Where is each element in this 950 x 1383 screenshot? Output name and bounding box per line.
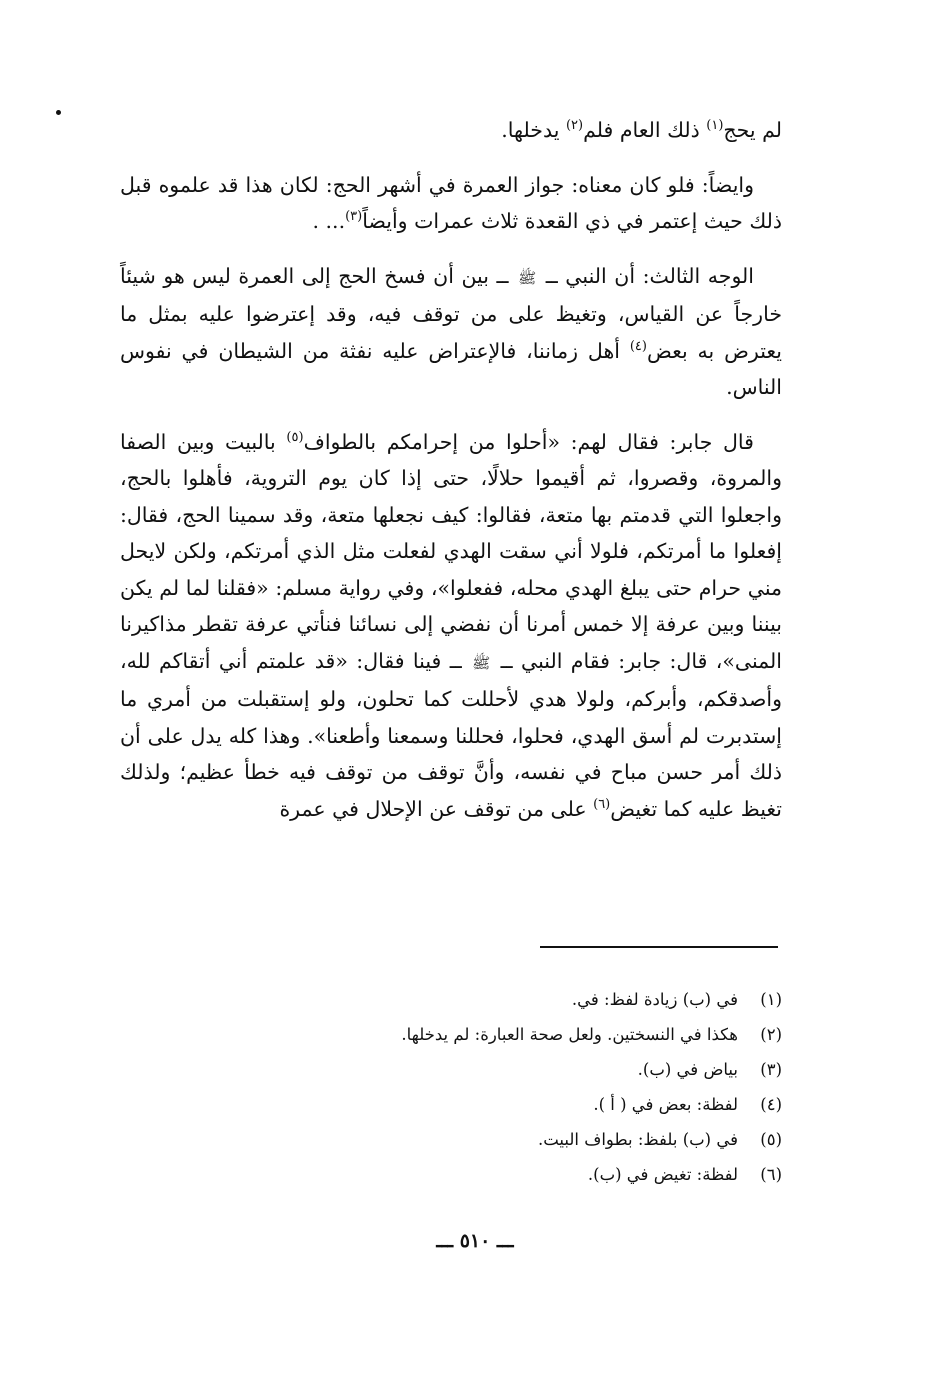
text-run: لم يحج bbox=[723, 118, 782, 142]
footnote-reference: (٥) bbox=[286, 429, 304, 445]
text-run: ــ فينا فقال: «قد علمتم أني أتقاكم لله، وأصدقكم، وأبركم، ولولا هدي لأحللت كما تحلون، ولو إستقبلت من أمري ما إستدبرت لم أسق الهدي، فحلوا، فحللنا وسمعنا وأطعنا». وهذا كله يدل على أن ذلك أمر حسن مباح في نفسه، وأنَّ توقف من توقف فيه خطأ عظيم؛ ولذلك تغيظ عليه كما تغيض bbox=[120, 648, 782, 821]
footnote-reference: (٤) bbox=[629, 338, 647, 354]
footnote-number: (٦) bbox=[760, 1165, 782, 1184]
footnote-item bbox=[120, 982, 782, 1017]
salla-glyph: ﷺ bbox=[518, 268, 537, 287]
footnote-text: هكذا في النسختين. ولعل صحة العبارة: لم يدخلها. bbox=[401, 1025, 738, 1044]
text-run: ذلك العام فلم bbox=[583, 118, 707, 142]
footnote-number: (١) bbox=[760, 990, 782, 1009]
body-paragraph bbox=[120, 258, 782, 406]
footnote-item bbox=[120, 1052, 782, 1087]
footnote-number: (٢) bbox=[760, 1025, 782, 1044]
text-run: يدخلها. bbox=[501, 118, 566, 142]
footnote-number: (٤) bbox=[760, 1095, 782, 1114]
footnote-reference: (٢) bbox=[565, 118, 584, 134]
footnote-number: (٥) bbox=[760, 1130, 782, 1149]
footnote-reference: (١) bbox=[706, 118, 724, 134]
body-paragraph bbox=[120, 112, 782, 149]
footnote-number: (٣) bbox=[760, 1060, 782, 1079]
text-run: الوجه الثالث: أن النبي ــ bbox=[538, 263, 754, 288]
footnote-item bbox=[120, 1157, 782, 1192]
footnote-reference: (٣) bbox=[345, 209, 363, 225]
text-run: ... . bbox=[312, 209, 346, 233]
body-paragraph bbox=[120, 167, 782, 240]
footnote-reference: (٦) bbox=[593, 796, 611, 812]
text-run: ــ بين أن فسخ الحج إلى العمرة ليس هو شيئاً خارجاً عن القياس، وتغيظ على من توقف فيه، وقد إعترضوا عليه بمثل ما يعترض به بعض bbox=[120, 263, 782, 363]
body-paragraph bbox=[120, 424, 782, 828]
page-number: ـــ ٥١٠ ـــ bbox=[436, 1230, 514, 1252]
margin-dot bbox=[56, 110, 61, 115]
footnote-item bbox=[120, 1122, 782, 1157]
footnote-text: لفظة: بعض في ( أ ). bbox=[593, 1095, 738, 1114]
text-run: على من توقف عن الإحلال في عمرة bbox=[279, 796, 594, 821]
footnote-item bbox=[120, 1087, 782, 1122]
footnotes bbox=[120, 982, 782, 1192]
text-run: قال جابر: فقال لهم: «أحلوا من إحرامكم بالطواف bbox=[303, 429, 754, 454]
text-run: وايضاً: فلو كان معناه: جواز العمرة في أشهر الحج: لكان هذا قد علموه قبل ذلك حيث إعتمر في ذي القعدة ثلاث عمرات وأيضاً bbox=[120, 172, 782, 233]
text-run: بالبيت وبين الصفا والمروة، وقصروا، ثم أقيموا حلالًا، حتى إذا كان يوم التروية، فأهلوا بالحج، واجعلوا التي قدمتم بها متعة، فقالوا: كيف نجعلها متعة، وقد سمينا الحج، فقال: إفعلوا ما أمرتكم، فلولا أني سقت الهدي لفعلت مثل الذي أمرتكم، ولكن لايحل مني حرام حتى يبلغ الهدي محله، ففعلوا»، وفي رواية مسلم: «فقلنا لما لم يكن بيننا وبين عرفة إلا خمس أمرنا أن نفضي إلى نسائنا فنأتي عرفة تقطر مذاكيرنا المنى»، قال: جابر: فقام النبي ــ bbox=[120, 429, 782, 673]
footnote-text: في (ب) بلفظ: بطواف البيت. bbox=[537, 1130, 738, 1149]
footnote-text: بياض في (ب). bbox=[637, 1060, 738, 1079]
footnote-item bbox=[120, 1017, 782, 1052]
footnote-text: في (ب) زيادة لفظ: في. bbox=[571, 990, 738, 1009]
text-run: أهل زماننا، فالإعتراض عليه نفثة من الشيطان في نفوس الناس. bbox=[120, 338, 782, 399]
footnote-text: لفظة: تغيض في (ب). bbox=[587, 1165, 738, 1184]
main-text bbox=[120, 112, 782, 845]
footnote-separator bbox=[540, 946, 778, 948]
salla-glyph: ﷺ bbox=[472, 653, 491, 672]
